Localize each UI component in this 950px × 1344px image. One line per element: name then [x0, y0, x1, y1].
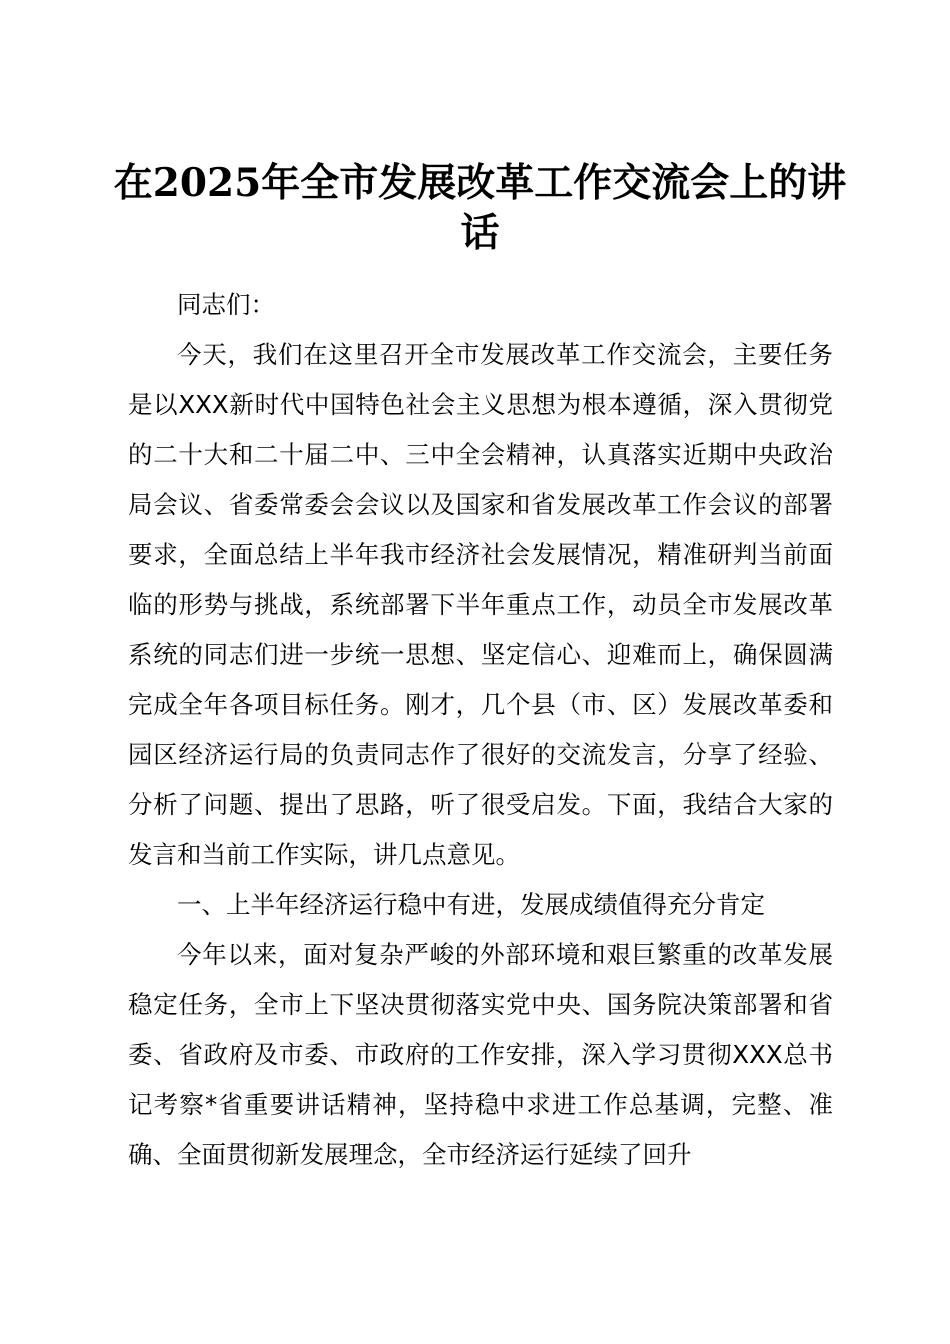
opening-paragraph: 今天，我们在这里召开全市发展改革工作交流会，主要任务是以XXX新时代中国特色社会主义思想为根本遵循，深入贯彻党的二十大和二十届二中、三中全会精神，认真落实近期中央政治局会议、省委常委会会议以及国家和省发展改革工作会议的部署要求，全面总结上半年我市经济社会发展情况，精准研判当前面临的形势与挑战，系统部署下半年重点工作，动员全市发展改革系统的同志们进一步统一思想、坚定信心、迎难而上，确保圆满完成全年各项目标任务。刚才，几个县（市、区）发展改革委和园区经济运行局的负责同志作了很好的交流发言，分享了经验、分析了问题、提出了思路，听了很受启发。下面，我结合大家的发言和当前工作实际，讲几点意见。 [128, 340, 833, 869]
salutation: 同志们： [177, 290, 275, 319]
document-body [128, 280, 833, 1180]
document-title: 在2025年全市发展改革工作交流会上的讲话 [113, 160, 847, 256]
section-heading: 一、上半年经济运行稳中有进，发展成绩值得充分肯定 [177, 890, 765, 919]
section-paragraph: 今年以来，面对复杂严峻的外部环境和艰巨繁重的改革发展稳定任务，全市上下坚决贯彻落实党中央、国务院决策部署和省委、省政府及市委、市政府的工作安排，深入学习贯彻XXX总书记考察*省重要讲话精神，坚持稳中求进工作总基调，完整、准确、全面贯彻新发展理念，全市经济运行延续了回升 [128, 940, 833, 1169]
